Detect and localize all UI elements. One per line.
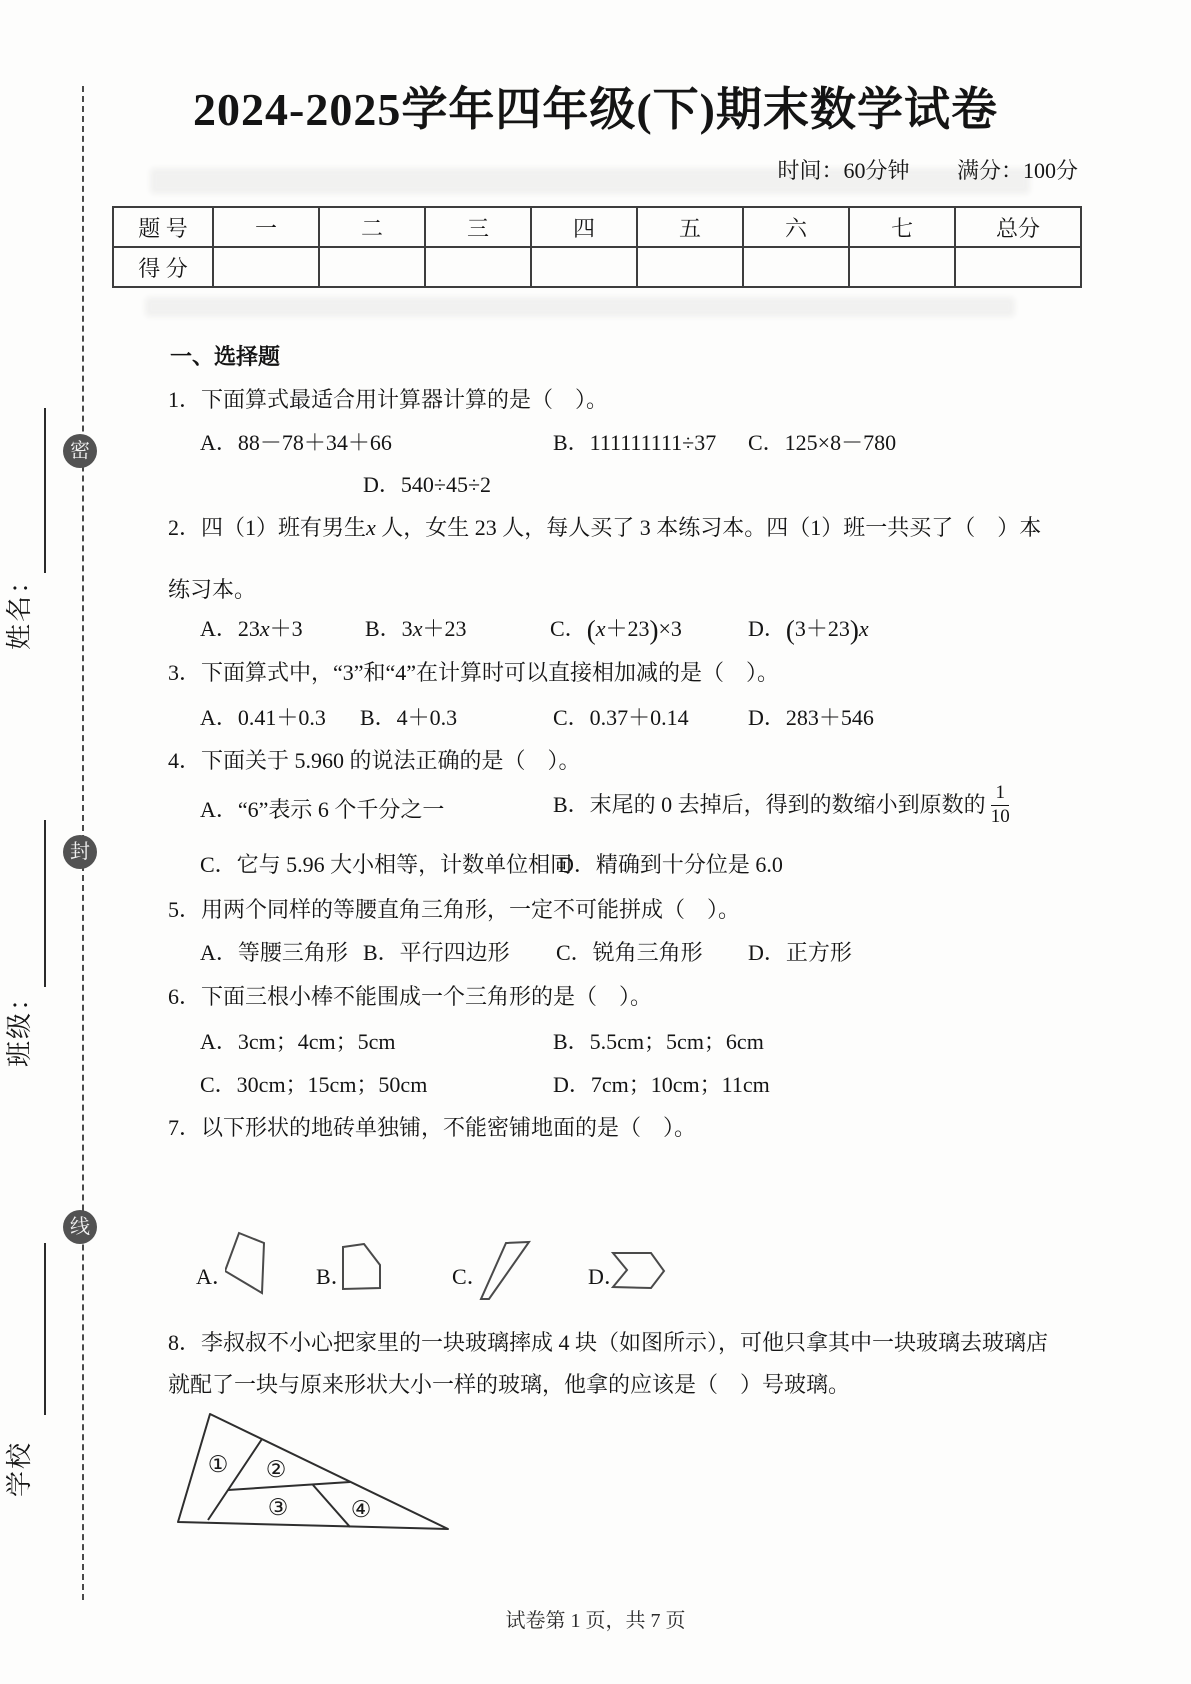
question-4-option-a: A．“6”表示 6 个千分之一 [200,797,445,822]
question-3-option-a: A．0.41＋0.3 [200,705,326,730]
question-3-option-c: C．0.37＋0.14 [553,705,689,730]
question-4-option-d: D．精确到十分位是 6.0 [558,852,783,877]
scan-bleed-artifact [145,297,1015,317]
glass-piece-label-4: ④ [350,1497,372,1522]
score-table-header-cell: 五 [637,207,743,247]
glass-piece-label-3: ③ [267,1495,289,1520]
question-6-option-c: C．30cm；15cm；50cm [200,1072,428,1097]
question-6-option-a: A．3cm；4cm；5cm [200,1029,396,1054]
question-8-stem-line2: 就配了一块与原来形状大小一样的玻璃，他拿的应该是（ ）号玻璃。 [168,1372,851,1397]
school-blank-line [44,1243,46,1415]
glass-piece-label-2: ② [265,1457,287,1482]
tile-shape-c-icon [479,1239,531,1301]
section-1-heading: 一、选择题 [170,344,281,369]
question-5-option-b: B．平行四边形 [363,940,510,965]
tile-shape-b-icon [342,1243,382,1292]
question-2-option-c: C．(x＋23)×3 [550,615,682,645]
question-6-option-d: D．7cm；10cm；11cm [553,1072,770,1097]
broken-glass-figure [160,1402,460,1542]
question-2-stem-line1: 2．四（1）班有男生x 人，女生 23 人，每人买了 3 本练习本。四（1）班一共买了（ ）本 [168,515,1042,540]
question-5-option-c: C．锐角三角形 [556,940,703,965]
fraction-numerator: 1 [991,782,1009,806]
class-label: 班级： [5,982,34,1067]
question-4-option-c: C．它与 5.96 大小相等，计数单位相同 [200,852,573,877]
exam-meta [777,156,1078,186]
seal-badge-feng: 封 [63,835,97,869]
class-blank-line [44,820,46,987]
question-5-option-a: A．等腰三角形 [200,940,348,965]
score-table-header-cell: 二 [319,207,425,247]
question-3-option-d: D．283＋546 [748,705,874,730]
glass-piece-label-1: ① [207,1452,229,1477]
score-cell [213,247,319,287]
score-cell [425,247,531,287]
question-3-stem: 3．下面算式中，“3”和“4”在计算时可以直接相加减的是（ ）。 [168,660,780,685]
question-1-option-b: B．111111111÷37 [553,430,717,455]
score-table-header-cell: 总分 [955,207,1081,247]
page-footer: 试卷第 1 页，共 7 页 [505,1610,686,1632]
exam-time: 时间：60分钟 [777,158,910,183]
score-table-header-cell: 三 [425,207,531,247]
tile-shape-d-icon [611,1250,666,1290]
question-7-option-a-label: A． [196,1264,234,1289]
question-7-option-c-label: C． [452,1264,489,1289]
score-cell [743,247,849,287]
score-label-cell: 得 分 [113,247,213,287]
score-table-header-cell: 一 [213,207,319,247]
score-table [112,206,1082,288]
score-table-score-row [113,247,1081,287]
question-4-option-b [553,782,1010,829]
question-8-stem-line1: 8．李叔叔不小心把家里的一块玻璃摔成 4 块（如图所示），可他只拿其中一块玻璃去玻璃店 [168,1330,1049,1355]
name-label: 姓名： [5,565,34,650]
score-table-header-cell: 七 [849,207,955,247]
question-1-option-a: A．88－78＋34＋66 [200,430,392,455]
question-4-option-b-text: B．末尾的 0 去掉后，得到的数缩小到原数的 [553,792,986,818]
score-cell [319,247,425,287]
exam-full-score: 满分：100分 [956,158,1078,183]
fraction-one-tenth [991,782,1010,829]
question-2-stem-line2: 练习本。 [168,577,257,602]
question-7-option-b-label: B． [316,1264,353,1289]
score-table-header-cell: 题 号 [113,207,213,247]
question-7-option-d-label: D． [588,1264,626,1289]
score-table-header-cell: 四 [531,207,637,247]
question-5-stem: 5．用两个同样的等腰直角三角形，一定不可能拼成（ ）。 [168,897,741,922]
question-1-stem: 1．下面算式最适合用计算器计算的是（ ）。 [168,387,609,412]
question-7-stem: 7．以下形状的地砖单独铺，不能密铺地面的是（ ）。 [168,1115,697,1140]
question-6-stem: 6．下面三根小棒不能围成一个三角形的是（ ）。 [168,984,653,1009]
school-label: 学校 [5,1440,34,1497]
question-1-option-c: C．125×8－780 [748,430,897,455]
question-2-option-d: D．(3＋23)x [748,615,869,645]
fraction-denominator: 10 [990,805,1010,827]
question-6-option-b: B．5.5cm；5cm；6cm [553,1029,764,1054]
score-cell [637,247,743,287]
question-2-option-a: A．23x＋3 [200,616,303,641]
score-cell [849,247,955,287]
question-5-option-d: D．正方形 [748,940,852,965]
name-blank-line [44,408,46,573]
seal-badge-mi: 密 [63,434,97,468]
seal-badge-xian: 线 [63,1210,97,1244]
question-1-option-d: D．540÷45÷2 [363,472,492,497]
question-3-option-b: B．4＋0.3 [360,705,458,730]
score-cell [955,247,1081,287]
tile-shape-a-icon [225,1230,271,1296]
question-2-option-b: B．3x＋23 [365,616,467,641]
score-cell [531,247,637,287]
question-4-stem: 4．下面关于 5.960 的说法正确的是（ ）。 [168,748,581,773]
score-table-header-row [113,207,1081,247]
score-table-header-cell: 六 [743,207,849,247]
page-title: 2024-2025学年四年级(下)期末数学试卷 [193,84,998,135]
